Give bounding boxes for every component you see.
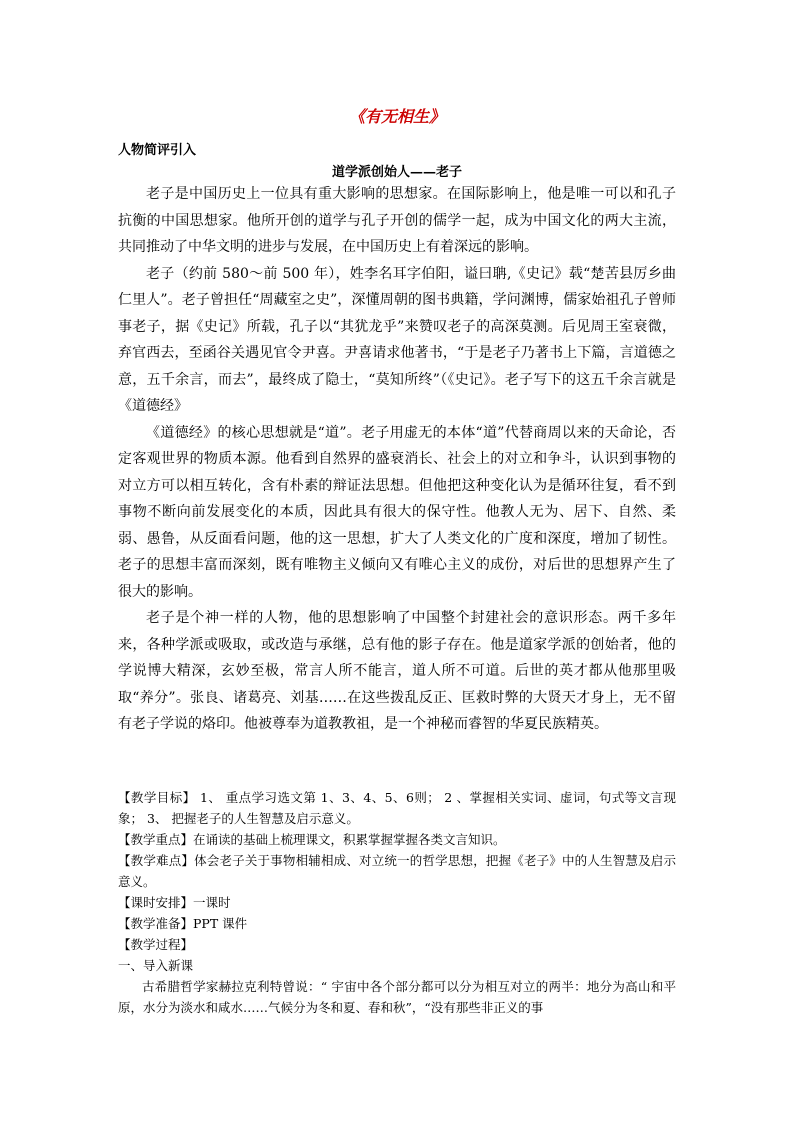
essay-paragraph-4: 老子是个神一样的人物，他的思想影响了中国整个封建社会的意识形态。两千多年来，各种学派或吸取，或改造与承继，总有他的影子存在。他是道家学派的创始者，他的学说博大精深，玄妙至极，常言人所不能言，道人所不可道。后世的英才都从他那里吸取“养分”。张良、诸葛亮、刘基……在这些拨乱反正、匡救时弊的大贤天才身上，无不留有老子学说的烙印。他被尊奉为道教教祖，是一个神秘而睿智的华夏民族精英。 <box>118 610 676 732</box>
essay-paragraph-1: 老子是中国历史上一位具有重大影响的思想家。在国际影响上，他是唯一可以和孔子抗衡的中国思想家。他所开创的道学与孔子开创的儒学一起，成为中国文化的两大主流，共同推动了中华文明的进步与发展，在中国历史上有着深远的影响。 <box>118 186 676 255</box>
teaching-goals: 【教学目标】 1、 重点学习选文第 1、3、4、5、6则； 2 、掌握相关实词、虚词，句式等文言现象； 3、 把握老子的人生智慧及启示意义。 <box>118 790 676 826</box>
teaching-focus: 【教学重点】在诵读的基础上梳理课文，积累掌握掌握各类文言知识。 <box>118 832 506 847</box>
essay-subtitle: 道学派创始人——老子 <box>331 165 462 180</box>
essay-paragraph-3: 《道德经》的核心思想就是“道”。老子用虚无的本体“道”代替商周以来的天命论，否定客观世界的物质本源。他看到自然界的盛衰消长、社会上的对立和争斗，认识到事物的对立方可以相互转化，含有朴素的辩证法思想。但他把这种变化认为是循环往复，看不到事物不断向前发展变化的本质，因此具有很大的保守性。他教人无为、居下、自然、柔弱、愚鲁，从反面看问题，他的这一思想，扩大了人类文化的广度和深度，增加了韧性。老子的思想丰富而深刻，既有唯物主义倾向又有唯心主义的成份，对后世的思想界产生了很大的影响。 <box>118 424 676 600</box>
teaching-preparation: 【教学准备】PPT 课件 <box>118 916 248 931</box>
teaching-difficulty: 【教学难点】体会老子关于事物相辅相成、对立统一的哲学思想，把握《老子》中的人生智慧及启示意义。 <box>118 853 676 889</box>
teaching-process: 【教学过程】 <box>118 937 194 952</box>
lesson-plan <box>118 787 676 1018</box>
step-introduction-text: 古希腊哲学家赫拉克利特曾说：“ 宇宙中各个部分都可以分为相互对立的两半：地分为高山和平原，水分为淡水和咸水……气候分为冬和夏、春和秋”，“没有那些非正义的事 <box>118 979 676 1015</box>
class-schedule: 【课时安排】一课时 <box>118 895 231 910</box>
essay-body <box>118 181 676 738</box>
document-title: 《有无相生》 <box>348 107 445 126</box>
section-heading: 人物简评引入 <box>118 143 197 158</box>
essay-paragraph-2: 老子（约前 580～前 500 年），姓李名耳字伯阳，谥曰聃,《史记》载“楚苦县厉乡曲仁里人”。老子曾担任“周藏室之史”，深懂周朝的图书典籍，学问渊博，儒家始祖孔子曾师事老子，据《史记》所载，孔子以“其犹龙乎”来赞叹老子的高深莫测。后见周王室衰微，弃官西去，至函谷关遇见官令尹喜。尹喜请求他著书，“于是老子乃著书上下篇，言道德之意，五千余言，而去”，最终成了隐士，“莫知所终”（《史记》。老子写下的这五千余言就是《道德经》 <box>118 265 676 414</box>
step-introduction-heading: 一、导入新课 <box>118 958 194 973</box>
